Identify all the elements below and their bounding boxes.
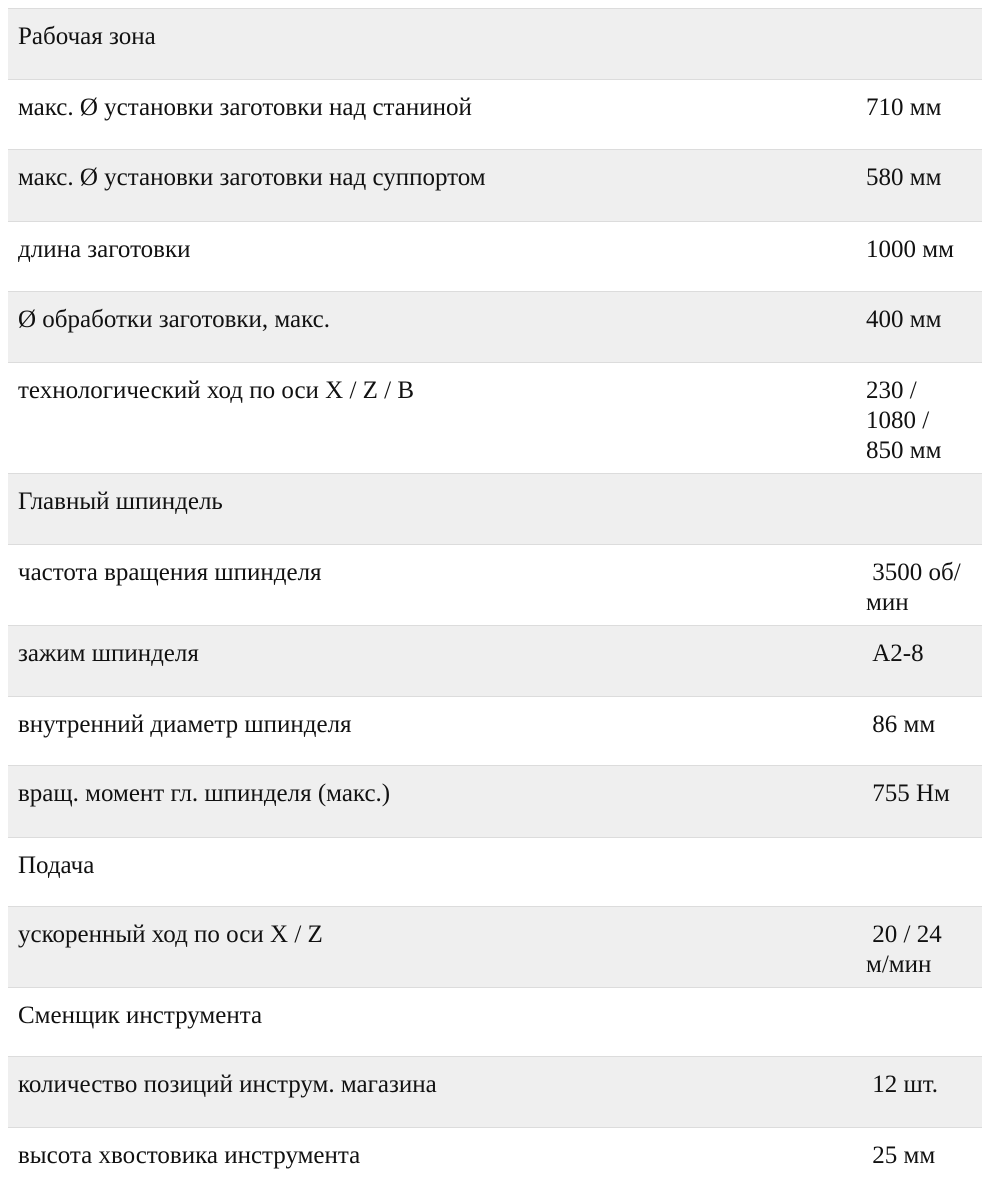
- row-value: 230 / 1080 / 850 мм: [866, 377, 942, 464]
- row-value: 1000 мм: [866, 236, 954, 263]
- row-label: Сменщик инструмента: [18, 1002, 263, 1029]
- row-value: 400 мм: [866, 306, 942, 333]
- table-row: [8, 362, 982, 473]
- table-row: [8, 625, 982, 696]
- row-label: внутренний диаметр шпинделя: [18, 711, 352, 738]
- row-value: 710 мм: [866, 94, 942, 121]
- row-label: Рабочая зона: [18, 23, 156, 50]
- table-row: [8, 765, 982, 837]
- section-row-tool-changer: [8, 987, 982, 1056]
- row-value: 20 / 24 м/мин: [866, 921, 942, 978]
- row-value: 580 мм: [866, 164, 942, 191]
- section-row-feed: [8, 837, 982, 906]
- row-label: высота хвостовика инструмента: [18, 1142, 361, 1169]
- row-label: количество позиций инструм. магазина: [18, 1071, 437, 1098]
- row-label: Главный шпиндель: [18, 488, 223, 515]
- section-row-main-spindle: [8, 473, 982, 544]
- table-row: [8, 906, 982, 987]
- table-row: [8, 149, 982, 221]
- row-label: макс. Ø установки заготовки над суппортом: [18, 164, 486, 191]
- row-label: вращ. момент гл. шпинделя (макс.): [18, 780, 391, 807]
- row-label: частота вращения шпинделя: [18, 559, 322, 586]
- table-row: [8, 79, 982, 149]
- row-value: А2-8: [866, 640, 924, 667]
- row-value: 25 мм: [866, 1142, 936, 1169]
- row-label: технологический ход по оси X / Z / B: [18, 377, 415, 404]
- row-label: Ø обработки заготовки, макс.: [18, 306, 331, 333]
- row-value: [856, 988, 982, 1056]
- table-row: [8, 696, 982, 765]
- row-value: [856, 474, 982, 544]
- row-value: 12 шт.: [866, 1071, 939, 1098]
- row-value: 86 мм: [866, 711, 936, 738]
- table-row: [8, 544, 982, 625]
- table-row: [8, 1127, 982, 1193]
- table-row: [8, 1056, 982, 1127]
- spec-table: [8, 8, 982, 1193]
- row-label: длина заготовки: [18, 236, 191, 263]
- row-label: макс. Ø установки заготовки над станиной: [18, 94, 472, 121]
- row-value: [856, 9, 982, 79]
- table-row: [8, 291, 982, 362]
- row-value: 3500 об/ мин: [866, 559, 961, 616]
- table-row: [8, 221, 982, 291]
- section-row-work-area: [8, 8, 982, 79]
- row-value: 755 Нм: [866, 780, 950, 807]
- row-label: ускоренный ход по оси X / Z: [18, 921, 323, 948]
- row-value: [856, 838, 982, 906]
- row-label: зажим шпинделя: [18, 640, 199, 667]
- row-label: Подача: [18, 852, 95, 879]
